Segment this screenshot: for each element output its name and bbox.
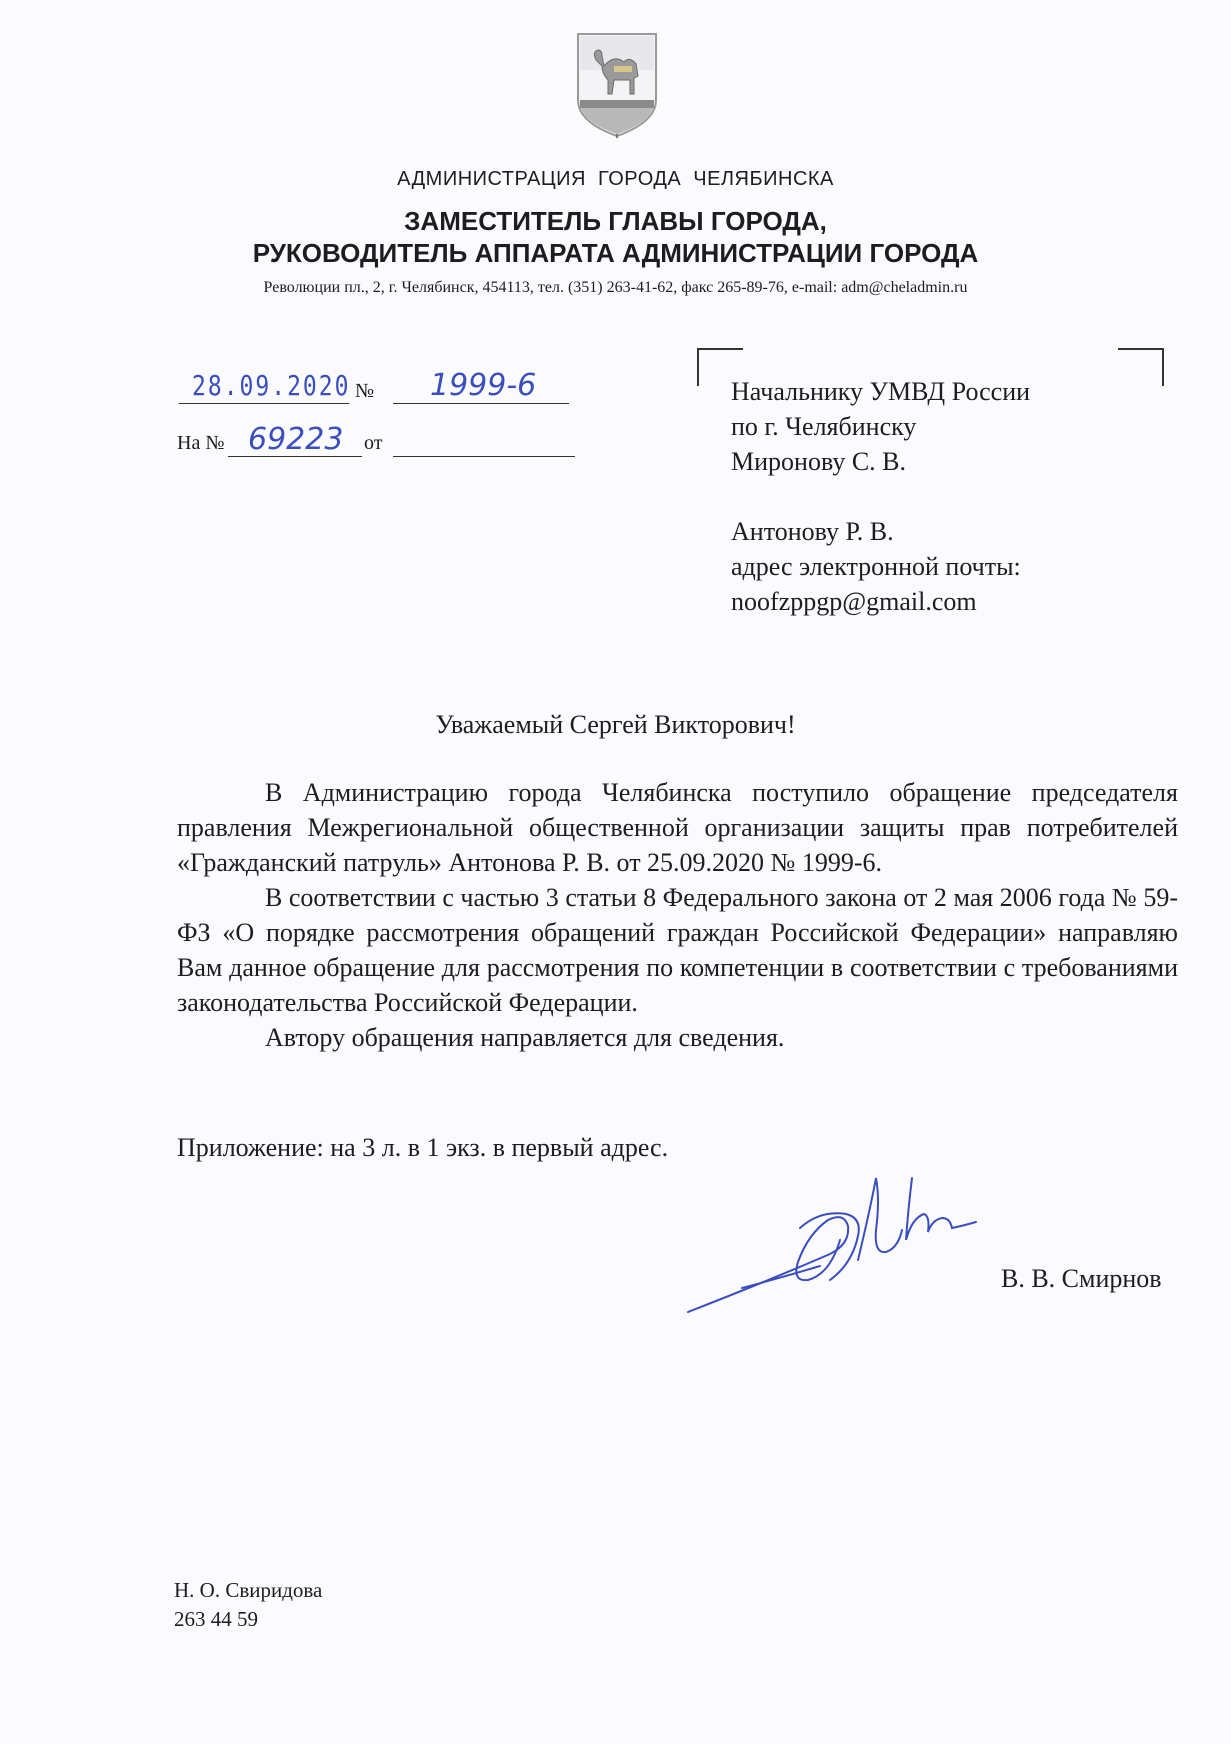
body-paragraph: В соответствии с частью 3 статьи 8 Федерального закона от 2 мая 2006 года № 59-ФЗ «О порядке рассмотрения обращений граждан Российской Федерации» направляю Вам данное обращение для рассмотрения по компетенции в соответствии с требованиями законодательства Российской Федерации.	[177, 883, 1178, 1017]
in-reply-label: На №	[177, 432, 225, 454]
addressee-email: noofzppgp@gmail.com	[731, 587, 977, 616]
date-underline	[179, 403, 349, 404]
from-underline	[393, 456, 575, 457]
body-paragraph: Автору обращения направляется для сведения.	[265, 1023, 785, 1052]
coat-of-arms-emblem	[574, 30, 660, 140]
addressee-line: по г. Челябинску	[731, 412, 917, 441]
registration-date-stamp: 28.09.2020	[192, 370, 351, 402]
from-label: от	[364, 432, 383, 454]
addressee-block	[731, 374, 1030, 619]
body-paragraph: В Администрацию города Челябинска поступило обращение председателя правления Межрегиональной общественной организации защиты прав потребителей «Гражданский патруль» Антонова Р. В. от 25.09.2020 № 1999-6.	[177, 778, 1178, 877]
letter-body	[177, 775, 1178, 1055]
addressee-spacer	[731, 479, 1030, 514]
addressee-corner-mark-right	[1118, 348, 1164, 386]
addressee-line: адрес электронной почты:	[731, 552, 1021, 581]
addressee-line: Начальнику УМВД России	[731, 377, 1031, 406]
handwritten-signature	[680, 1170, 1010, 1320]
position-title-line2: РУКОВОДИТЕЛЬ АППАРАТА АДМИНИСТРАЦИИ ГОРОДА	[252, 238, 979, 268]
administration-name: АДМИНИСТРАЦИЯ ГОРОДА ЧЕЛЯБИНСКА	[397, 168, 834, 190]
executor-phone: 263 44 59	[174, 1607, 258, 1631]
number-underline	[393, 403, 569, 404]
position-title-line1: ЗАМЕСТИТЕЛЬ ГЛАВЫ ГОРОДА,	[404, 206, 827, 236]
contact-details: Революции пл., 2, г. Челябинск, 454113, тел. (351) 263-41-62, факс 265-89-76, e-mail: adm@cheladmin.ru	[263, 279, 968, 296]
attachment-note: Приложение: на 3 л. в 1 экз. в первый адрес.	[177, 1133, 669, 1162]
registration-number-handwritten: 1999-6	[430, 368, 537, 403]
salutation: Уважаемый Сергей Викторович!	[435, 710, 796, 739]
in-reply-number-handwritten: 69223	[248, 422, 344, 457]
in-reply-underline	[228, 456, 362, 457]
signer-name: В. В. Смирнов	[1001, 1264, 1162, 1293]
addressee-line: Миронову С. В.	[731, 447, 907, 476]
number-label: №	[355, 380, 375, 402]
addressee-line: Антонову Р. В.	[731, 517, 894, 546]
executor-block	[174, 1576, 322, 1634]
executor-name: Н. О. Свиридова	[174, 1578, 323, 1602]
